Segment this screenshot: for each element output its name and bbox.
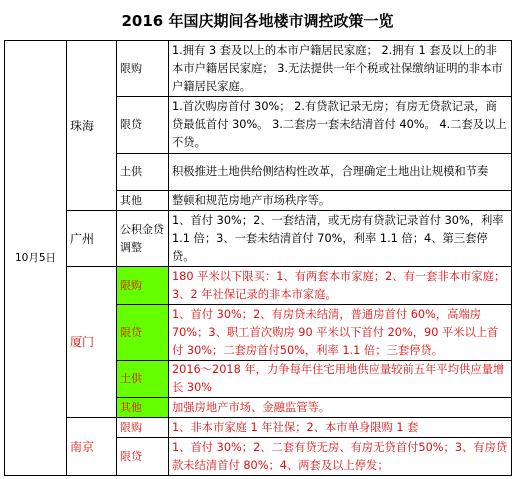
policy-type-cell: 公积金贷调整: [117, 211, 169, 267]
city-cell-guangzhou: 广州: [67, 211, 117, 267]
policy-type-cell: 限购: [117, 41, 169, 97]
page-title: 2016 年国庆期间各地楼市调控政策一览: [121, 11, 394, 30]
table-row: [5, 41, 512, 97]
policy-text-cell: 加强房地产市场、金融监管等。: [169, 398, 512, 418]
policy-text-cell: 1、非本市家庭 1 年社保；2、本市单身限购 1 套: [169, 418, 512, 438]
date-cell: 10月5日: [5, 41, 67, 476]
policy-text-cell: 1、首付 30%；2、有房贷未结清，普通房首付 60%，高端房 70%；3、职工首次购房 90 平米以下首付 20%，90 平米以上首付 30%；二套房首付50%，利率 1.1 倍；三套停贷。: [169, 305, 512, 361]
policy-text-cell: 1.首次购房首付 30%； 2.有贷款记录无房；有房无贷款记录，商贷最低首付 30%。 3.二套房一套未结清首付 40%。 4.二套及以上不贷。: [169, 97, 512, 154]
policy-type-cell: 其他: [117, 191, 169, 211]
policy-type-cell: 其他: [117, 398, 169, 418]
policy-text-cell: 1.拥有 3 套及以上的本市户籍居民家庭； 2.拥有 1 套及以上的非本市户籍居民家庭； 3.无法提供一年个税或社保缴纳证明的非本市户籍居民家庭。: [169, 41, 512, 97]
policy-type-cell: 土供: [117, 361, 169, 398]
policy-text-cell: 积极推进土地供给侧结构性改革，合理确定土地出让规模和节奏: [169, 154, 512, 191]
policy-type-cell: 限贷: [117, 97, 169, 154]
city-cell-nanjing: 南京: [67, 418, 117, 476]
table-row: [5, 211, 512, 267]
policy-text-cell: 180 平米以下限买：1、有两套本市家庭；2、有一套非本市家庭；3、2 年社保记录的非本市家庭。: [169, 267, 512, 305]
policy-type-cell: 限贷: [117, 305, 169, 361]
policy-type-cell: 土供: [117, 154, 169, 191]
policy-table: [4, 40, 512, 476]
city-cell-zhuhai: 珠海: [67, 41, 117, 211]
policy-text-cell: 1、首付 30%；2、一套结清，或无房有贷款记录首付 30%，利率 1.1 倍；3、一套未结清首付 70%，利率 1.1 倍；4、第三套停贷。: [169, 211, 512, 267]
policy-text-cell: 1、首付 30%；2、二套有贷无房、有房无贷首付50%；3、有房贷款未结清首付 80%；4、两套及以上停发；: [169, 438, 512, 476]
policy-text-cell: 2016～2018 年，力争每年住宅用地供应量较前五年平均供应量增长 30%: [169, 361, 512, 398]
city-cell-xiamen: 厦门: [67, 267, 117, 418]
table-row: [5, 267, 512, 305]
policy-type-cell: 限购: [117, 418, 169, 438]
policy-type-cell: 限贷: [117, 438, 169, 476]
policy-type-cell: 限购: [117, 267, 169, 305]
policy-text-cell: 整顿和规范房地产市场秩序等。: [169, 191, 512, 211]
table-row: [5, 418, 512, 438]
